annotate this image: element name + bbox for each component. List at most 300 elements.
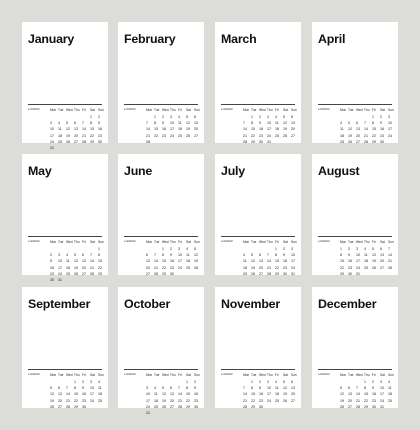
day-cell: 21 bbox=[66, 398, 70, 403]
weekday-label: Wed bbox=[356, 240, 363, 244]
day-cell: 29 bbox=[90, 139, 94, 144]
weekday-label: Fri bbox=[372, 108, 376, 112]
day-cell bbox=[291, 140, 299, 146]
day-cell: 16 bbox=[162, 127, 166, 132]
weekday-label: Thu bbox=[267, 373, 273, 377]
month-calendar-table bbox=[50, 373, 106, 411]
day-cell: 27 bbox=[259, 271, 263, 276]
day-cell: 24 bbox=[146, 404, 150, 409]
weekday-header-row bbox=[340, 108, 396, 115]
weekday-label: Thu bbox=[170, 373, 176, 377]
day-cell: 15 bbox=[275, 259, 279, 264]
day-cell: 21 bbox=[178, 398, 182, 403]
day-cell: 10 bbox=[170, 121, 174, 126]
day-cell: 14 bbox=[388, 253, 392, 258]
day-cell: 17 bbox=[356, 259, 360, 264]
weekday-label: Sun bbox=[98, 373, 104, 377]
weekday-label: Fri bbox=[82, 240, 86, 244]
day-cell: 18 bbox=[186, 259, 190, 264]
day-cell: 4 bbox=[243, 253, 245, 258]
weekday-label: Sun bbox=[388, 240, 394, 244]
day-cell: 12 bbox=[340, 392, 344, 397]
day-cell: 25 bbox=[364, 265, 368, 270]
year-code: s-0I2022 bbox=[221, 239, 233, 243]
day-cell: 15 bbox=[74, 392, 78, 397]
day-cell: 20 bbox=[259, 265, 263, 270]
day-cell: 4 bbox=[275, 115, 277, 119]
week-row bbox=[50, 405, 106, 411]
day-cell: 18 bbox=[243, 265, 247, 270]
day-cell: 23 bbox=[372, 398, 376, 403]
day-cell: 3 bbox=[267, 380, 269, 384]
day-cell: 4 bbox=[186, 247, 188, 251]
day-cell: 10 bbox=[58, 259, 62, 264]
day-cell: 6 bbox=[291, 380, 293, 384]
day-cell: 16 bbox=[259, 392, 263, 397]
day-cell: 31 bbox=[58, 277, 62, 282]
weekday-label: Sat bbox=[380, 240, 385, 244]
day-cell: 24 bbox=[90, 398, 94, 403]
day-cell: 12 bbox=[50, 392, 54, 397]
day-cell: 14 bbox=[178, 392, 182, 397]
day-cell: 29 bbox=[364, 404, 368, 409]
day-cell: 9 bbox=[348, 253, 350, 258]
day-cell: 15 bbox=[251, 127, 255, 132]
month-card-june bbox=[118, 154, 204, 275]
weekday-label: Fri bbox=[178, 373, 182, 377]
day-cell bbox=[74, 278, 82, 284]
month-card-july bbox=[215, 154, 301, 275]
day-cell: 7 bbox=[364, 121, 366, 126]
day-cell: 5 bbox=[66, 121, 68, 126]
month-calendar-table bbox=[243, 373, 299, 411]
day-cell: 20 bbox=[380, 259, 384, 264]
weekday-label: Mon bbox=[243, 373, 250, 377]
day-cell: 26 bbox=[74, 271, 78, 276]
day-cell: 20 bbox=[74, 133, 78, 138]
divider-rule bbox=[28, 369, 102, 370]
day-cell: 25 bbox=[275, 133, 279, 138]
day-cell: 31 bbox=[50, 145, 54, 150]
weekday-label: Mon bbox=[50, 108, 57, 112]
day-cell: 15 bbox=[154, 127, 158, 132]
weekday-label: Wed bbox=[162, 373, 169, 377]
day-cell: 22 bbox=[275, 265, 279, 270]
day-cell: 17 bbox=[50, 133, 54, 138]
day-cell: 1 bbox=[98, 247, 100, 251]
day-cell: 9 bbox=[259, 121, 261, 126]
weekday-label: Sat bbox=[380, 373, 385, 377]
day-cell: 17 bbox=[170, 127, 174, 132]
day-cell: 5 bbox=[340, 386, 342, 391]
month-title: March bbox=[221, 32, 257, 46]
weekday-label: Thu bbox=[364, 240, 370, 244]
day-cell: 5 bbox=[283, 380, 285, 384]
day-cell: 23 bbox=[194, 398, 198, 403]
day-cell: 1 bbox=[251, 115, 253, 119]
day-cell: 13 bbox=[74, 127, 78, 132]
day-cell: 31 bbox=[146, 410, 150, 415]
week-row bbox=[146, 411, 202, 417]
day-cell bbox=[66, 146, 74, 152]
day-cell: 24 bbox=[388, 133, 392, 138]
day-cell bbox=[380, 272, 388, 278]
divider-rule bbox=[124, 104, 198, 105]
day-cell: 6 bbox=[170, 386, 172, 391]
weekday-label: Mon bbox=[50, 240, 57, 244]
day-cell: 15 bbox=[90, 127, 94, 132]
day-cell bbox=[66, 278, 74, 284]
day-cell: 5 bbox=[186, 115, 188, 119]
weekday-label: Tue bbox=[58, 240, 64, 244]
day-cell: 4 bbox=[340, 121, 342, 126]
day-cell: 17 bbox=[178, 259, 182, 264]
day-cell bbox=[186, 411, 194, 417]
day-cell: 5 bbox=[74, 253, 76, 258]
day-cell: 4 bbox=[178, 115, 180, 119]
day-cell: 29 bbox=[162, 271, 166, 276]
day-cell: 9 bbox=[372, 386, 374, 391]
day-cell: 13 bbox=[146, 259, 150, 264]
day-cell: 25 bbox=[243, 271, 247, 276]
day-cell: 7 bbox=[146, 121, 148, 126]
day-cell: 25 bbox=[186, 265, 190, 270]
day-cell: 13 bbox=[291, 386, 295, 391]
day-cell: 19 bbox=[50, 398, 54, 403]
day-cell: 22 bbox=[74, 398, 78, 403]
day-cell: 27 bbox=[194, 133, 198, 138]
day-cell: 8 bbox=[186, 386, 188, 391]
day-cell: 27 bbox=[291, 133, 295, 138]
day-cell: 19 bbox=[348, 133, 352, 138]
day-cell bbox=[154, 411, 162, 417]
day-cell bbox=[194, 411, 202, 417]
day-cell: 13 bbox=[348, 392, 352, 397]
weekday-label: Fri bbox=[178, 108, 182, 112]
weekday-header-row bbox=[243, 240, 299, 247]
weekday-label: Thu bbox=[74, 108, 80, 112]
day-cell: 1 bbox=[340, 247, 342, 251]
weekday-label: Mon bbox=[146, 108, 153, 112]
weekday-label: Sun bbox=[194, 240, 200, 244]
day-cell: 18 bbox=[58, 133, 62, 138]
day-cell: 21 bbox=[388, 259, 392, 264]
month-title: February bbox=[124, 32, 176, 46]
day-cell: 27 bbox=[356, 139, 360, 144]
day-cell: 10 bbox=[178, 253, 182, 258]
day-cell: 17 bbox=[146, 398, 150, 403]
day-cell: 9 bbox=[170, 253, 172, 258]
month-calendar-table bbox=[340, 240, 396, 278]
day-cell: 23 bbox=[82, 398, 86, 403]
day-cell: 13 bbox=[380, 253, 384, 258]
day-cell: 10 bbox=[388, 121, 392, 126]
day-cell: 1 bbox=[275, 247, 277, 251]
day-cell: 25 bbox=[178, 133, 182, 138]
year-code: s-0I2022 bbox=[221, 107, 233, 111]
year-code: s-0I2022 bbox=[318, 107, 330, 111]
day-cell: 25 bbox=[98, 398, 102, 403]
day-cell: 17 bbox=[291, 259, 295, 264]
day-cell bbox=[82, 146, 90, 152]
day-cell: 11 bbox=[178, 121, 182, 126]
weekday-label: Thu bbox=[74, 373, 80, 377]
day-cell: 25 bbox=[66, 271, 70, 276]
month-calendar-table bbox=[50, 240, 106, 284]
day-cell: 19 bbox=[283, 127, 287, 132]
day-cell: 14 bbox=[146, 127, 150, 132]
day-cell: 8 bbox=[275, 253, 277, 258]
divider-rule bbox=[124, 236, 198, 237]
weekday-label: Sun bbox=[388, 373, 394, 377]
weekday-header-row bbox=[243, 373, 299, 380]
day-cell: 6 bbox=[74, 121, 76, 126]
year-code: s-0I2022 bbox=[221, 372, 233, 376]
day-cell: 22 bbox=[154, 133, 158, 138]
day-cell: 8 bbox=[251, 121, 253, 126]
month-card-may bbox=[22, 154, 108, 282]
day-cell: 12 bbox=[66, 127, 70, 132]
day-cell: 30 bbox=[50, 277, 54, 282]
day-cell: 26 bbox=[372, 265, 376, 270]
day-cell: 3 bbox=[50, 121, 52, 126]
day-cell: 14 bbox=[154, 259, 158, 264]
day-cell: 24 bbox=[291, 265, 295, 270]
day-cell: 22 bbox=[98, 265, 102, 270]
day-cell: 9 bbox=[194, 386, 196, 391]
day-cell: 9 bbox=[98, 121, 100, 126]
day-cell bbox=[162, 411, 170, 417]
day-cell: 17 bbox=[267, 392, 271, 397]
month-title: July bbox=[221, 164, 245, 178]
day-cell: 30 bbox=[170, 271, 174, 276]
day-cell: 1 bbox=[251, 380, 253, 384]
day-cell bbox=[275, 140, 283, 146]
day-cell: 22 bbox=[364, 398, 368, 403]
weekday-label: Sat bbox=[186, 373, 191, 377]
day-cell: 14 bbox=[356, 392, 360, 397]
weekday-label: Mon bbox=[340, 240, 347, 244]
day-cell: 22 bbox=[340, 265, 344, 270]
weekday-label: Sun bbox=[291, 373, 297, 377]
month-title: June bbox=[124, 164, 153, 178]
day-cell: 23 bbox=[162, 133, 166, 138]
day-cell: 12 bbox=[348, 127, 352, 132]
day-cell: 26 bbox=[194, 265, 198, 270]
day-cell: 23 bbox=[259, 398, 263, 403]
day-cell: 15 bbox=[186, 392, 190, 397]
day-cell: 11 bbox=[388, 386, 392, 391]
day-cell: 17 bbox=[388, 127, 392, 132]
day-cell: 24 bbox=[170, 133, 174, 138]
day-cell: 2 bbox=[98, 115, 100, 119]
weekday-label: Mon bbox=[243, 108, 250, 112]
day-cell: 5 bbox=[50, 386, 52, 391]
day-cell: 3 bbox=[356, 247, 358, 251]
weekday-header-row bbox=[50, 108, 106, 115]
day-cell: 31 bbox=[267, 139, 271, 144]
day-cell bbox=[98, 278, 106, 284]
weekday-label: Mon bbox=[146, 373, 153, 377]
weekday-label: Tue bbox=[348, 240, 354, 244]
weekday-label: Thu bbox=[170, 240, 176, 244]
day-cell: 7 bbox=[154, 253, 156, 258]
month-title: May bbox=[28, 164, 52, 178]
day-cell: 23 bbox=[348, 265, 352, 270]
day-cell: 27 bbox=[291, 398, 295, 403]
day-cell: 18 bbox=[154, 398, 158, 403]
day-cell: 6 bbox=[82, 253, 84, 258]
day-cell: 13 bbox=[194, 121, 198, 126]
day-cell: 13 bbox=[58, 392, 62, 397]
weekday-label: Wed bbox=[259, 108, 266, 112]
day-cell: 15 bbox=[162, 259, 166, 264]
day-cell: 17 bbox=[90, 392, 94, 397]
month-card-january bbox=[22, 22, 108, 150]
weekday-label: Sun bbox=[98, 240, 104, 244]
day-cell: 5 bbox=[251, 253, 253, 258]
month-title: April bbox=[318, 32, 346, 46]
day-cell: 17 bbox=[58, 265, 62, 270]
day-cell: 8 bbox=[364, 386, 366, 391]
weekday-label: Thu bbox=[364, 108, 370, 112]
weekday-label: Mon bbox=[340, 108, 347, 112]
day-cell: 28 bbox=[243, 139, 247, 144]
day-cell: 18 bbox=[388, 392, 392, 397]
weekday-label: Wed bbox=[162, 240, 169, 244]
day-cell: 4 bbox=[66, 253, 68, 258]
month-card-october bbox=[118, 287, 204, 415]
day-cell: 6 bbox=[291, 115, 293, 119]
day-cell: 20 bbox=[82, 265, 86, 270]
day-cell: 22 bbox=[372, 133, 376, 138]
day-cell: 13 bbox=[170, 392, 174, 397]
weekday-label: Sun bbox=[388, 108, 394, 112]
day-cell: 6 bbox=[380, 247, 382, 251]
weekday-label: Sat bbox=[90, 108, 95, 112]
day-cell: 3 bbox=[58, 253, 60, 258]
day-cell bbox=[283, 405, 291, 411]
day-cell: 20 bbox=[194, 127, 198, 132]
day-cell bbox=[82, 278, 90, 284]
day-cell: 12 bbox=[283, 386, 287, 391]
weekday-label: Tue bbox=[348, 373, 354, 377]
weekday-label: Thu bbox=[267, 108, 273, 112]
day-cell: 18 bbox=[364, 259, 368, 264]
day-cell: 20 bbox=[170, 398, 174, 403]
day-cell bbox=[388, 272, 396, 278]
day-cell: 11 bbox=[154, 392, 158, 397]
day-cell bbox=[194, 272, 202, 278]
day-cell: 17 bbox=[380, 392, 384, 397]
day-cell: 18 bbox=[98, 392, 102, 397]
weekday-label: Sun bbox=[194, 373, 200, 377]
day-cell bbox=[267, 405, 275, 411]
weekday-label: Mon bbox=[340, 373, 347, 377]
weekday-label: Sat bbox=[283, 240, 288, 244]
weekday-label: Fri bbox=[275, 373, 279, 377]
weekday-label: Fri bbox=[178, 240, 182, 244]
day-cell: 6 bbox=[146, 253, 148, 258]
day-cell: 7 bbox=[243, 121, 245, 126]
day-cell: 4 bbox=[275, 380, 277, 384]
day-cell: 30 bbox=[82, 404, 86, 409]
day-cell: 31 bbox=[356, 271, 360, 276]
day-cell: 24 bbox=[58, 271, 62, 276]
day-cell: 20 bbox=[58, 398, 62, 403]
day-cell: 2 bbox=[194, 380, 196, 384]
day-cell: 25 bbox=[275, 398, 279, 403]
day-cell bbox=[178, 140, 186, 146]
day-cell bbox=[275, 405, 283, 411]
day-cell bbox=[186, 272, 194, 278]
day-cell: 16 bbox=[348, 259, 352, 264]
day-cell: 7 bbox=[356, 386, 358, 391]
day-cell: 13 bbox=[259, 259, 263, 264]
weekday-label: Tue bbox=[251, 373, 257, 377]
day-cell: 7 bbox=[178, 386, 180, 391]
day-cell: 12 bbox=[74, 259, 78, 264]
day-cell: 4 bbox=[154, 386, 156, 391]
day-cell: 1 bbox=[74, 380, 76, 384]
day-cell: 3 bbox=[170, 115, 172, 119]
weekday-label: Tue bbox=[154, 108, 160, 112]
day-cell: 2 bbox=[162, 115, 164, 119]
day-cell: 28 bbox=[90, 271, 94, 276]
day-cell: 8 bbox=[154, 121, 156, 126]
day-cell: 30 bbox=[348, 271, 352, 276]
year-code: s-0I2022 bbox=[28, 107, 40, 111]
day-cell: 30 bbox=[194, 404, 198, 409]
weekday-label: Mon bbox=[50, 373, 57, 377]
day-cell: 18 bbox=[275, 392, 279, 397]
weekday-label: Fri bbox=[372, 373, 376, 377]
week-row bbox=[50, 278, 106, 284]
divider-rule bbox=[221, 104, 295, 105]
weekday-label: Fri bbox=[372, 240, 376, 244]
weekday-label: Sat bbox=[186, 108, 191, 112]
day-cell bbox=[98, 146, 106, 152]
day-cell: 6 bbox=[194, 115, 196, 119]
weekday-label: Tue bbox=[348, 108, 354, 112]
day-cell: 29 bbox=[98, 271, 102, 276]
day-cell: 26 bbox=[340, 404, 344, 409]
day-cell: 21 bbox=[90, 265, 94, 270]
day-cell: 30 bbox=[259, 139, 263, 144]
weekday-label: Wed bbox=[66, 240, 73, 244]
day-cell: 2 bbox=[50, 253, 52, 258]
day-cell: 28 bbox=[154, 271, 158, 276]
weekday-header-row bbox=[340, 240, 396, 247]
month-card-february bbox=[118, 22, 204, 143]
day-cell: 12 bbox=[186, 121, 190, 126]
day-cell: 14 bbox=[243, 392, 247, 397]
day-cell: 9 bbox=[283, 253, 285, 258]
day-cell: 21 bbox=[356, 398, 360, 403]
day-cell: 28 bbox=[178, 404, 182, 409]
day-cell: 28 bbox=[243, 404, 247, 409]
day-cell bbox=[90, 278, 98, 284]
day-cell: 16 bbox=[82, 392, 86, 397]
day-cell: 20 bbox=[291, 127, 295, 132]
weekday-label: Thu bbox=[170, 108, 176, 112]
divider-rule bbox=[28, 236, 102, 237]
day-cell: 14 bbox=[243, 127, 247, 132]
day-cell bbox=[178, 272, 186, 278]
weekday-label: Tue bbox=[58, 373, 64, 377]
day-cell bbox=[170, 411, 178, 417]
day-cell: 11 bbox=[275, 386, 279, 391]
